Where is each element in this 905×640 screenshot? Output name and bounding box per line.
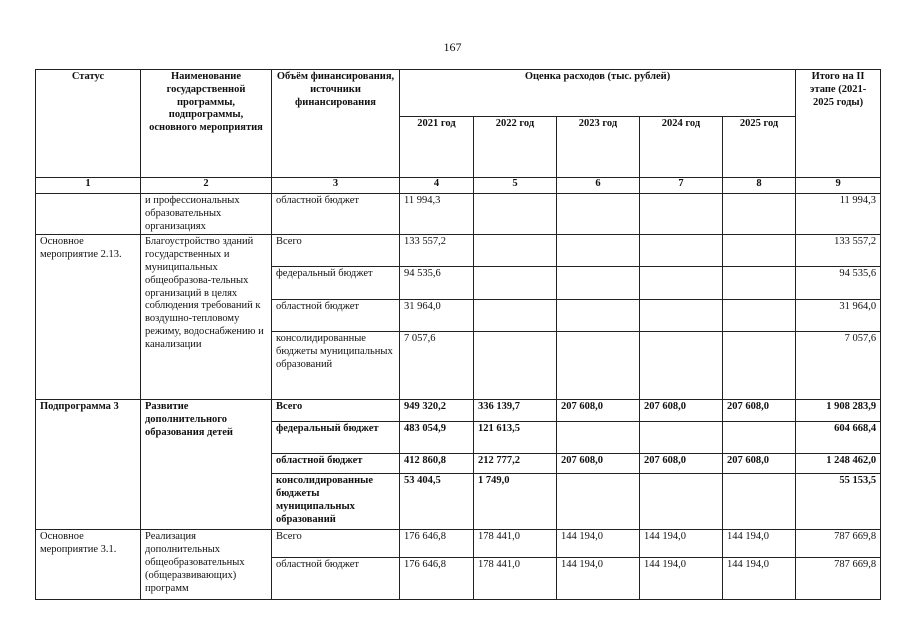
value-cell: 94 535,6 [400, 267, 474, 300]
header-year: 2025 год [723, 117, 796, 178]
value-cell: 207 608,0 [723, 400, 796, 422]
value-cell: 1 749,0 [474, 474, 557, 530]
value-cell: 144 194,0 [723, 530, 796, 558]
value-cell: 207 608,0 [557, 400, 640, 422]
value-cell [557, 422, 640, 454]
value-cell [723, 422, 796, 454]
header-status: Статус [36, 70, 141, 178]
source-cell: федеральный бюджет [272, 422, 400, 454]
header-year: 2024 год [640, 117, 723, 178]
name-cell: Благоустройство зданий государственных и муниципальных общеобразова-тельных организаций в целях соблюдения требований к воздушно-тепловому режиму, водоснабжению и канализации [141, 235, 272, 400]
total-cell: 787 669,8 [796, 530, 881, 558]
value-cell: 133 557,2 [400, 235, 474, 267]
source-cell: консолидированные бюджеты муниципальных образований [272, 474, 400, 530]
value-cell [474, 267, 557, 300]
source-cell: консолидированные бюджеты муниципальных образований [272, 332, 400, 400]
value-cell [723, 194, 796, 235]
value-cell [557, 194, 640, 235]
column-number: 2 [141, 178, 272, 194]
total-cell: 133 557,2 [796, 235, 881, 267]
source-cell: федеральный бюджет [272, 267, 400, 300]
value-cell [640, 422, 723, 454]
value-cell: 144 194,0 [640, 530, 723, 558]
value-cell: 176 646,8 [400, 558, 474, 600]
status-cell: Подпрограмма 3 [36, 400, 141, 530]
total-cell: 604 668,4 [796, 422, 881, 454]
header-year: 2021 год [400, 117, 474, 178]
source-cell: областной бюджет [272, 454, 400, 474]
value-cell [723, 332, 796, 400]
status-cell: Основное мероприятие 3.1. [36, 530, 141, 600]
value-cell: 207 608,0 [723, 454, 796, 474]
value-cell: 212 777,2 [474, 454, 557, 474]
name-cell: и профессиональных образовательных организациях [141, 194, 272, 235]
value-cell [723, 474, 796, 530]
column-numbers-row [36, 178, 881, 194]
value-cell: 53 404,5 [400, 474, 474, 530]
source-cell: Всего [272, 400, 400, 422]
column-number: 8 [723, 178, 796, 194]
source-cell: областной бюджет [272, 300, 400, 332]
value-cell: 144 194,0 [557, 558, 640, 600]
header-estimate: Оценка расходов (тыс. рублей) [400, 70, 796, 117]
value-cell: 336 139,7 [474, 400, 557, 422]
column-number: 4 [400, 178, 474, 194]
header-total: Итого на II этапе (2021-2025 годы) [796, 70, 881, 178]
value-cell: 144 194,0 [557, 530, 640, 558]
value-cell [474, 235, 557, 267]
value-cell: 207 608,0 [640, 400, 723, 422]
source-cell: областной бюджет [272, 558, 400, 600]
value-cell [640, 332, 723, 400]
value-cell: 178 441,0 [474, 530, 557, 558]
value-cell [557, 235, 640, 267]
value-cell: 412 860,8 [400, 454, 474, 474]
header-year: 2022 год [474, 117, 557, 178]
value-cell [474, 194, 557, 235]
value-cell: 207 608,0 [557, 454, 640, 474]
value-cell [723, 235, 796, 267]
name-cell: Развитие дополнительного образования детей [141, 400, 272, 530]
column-number: 5 [474, 178, 557, 194]
value-cell [557, 267, 640, 300]
total-cell: 787 669,8 [796, 558, 881, 600]
source-cell: Всего [272, 235, 400, 267]
column-number: 9 [796, 178, 881, 194]
value-cell [557, 332, 640, 400]
table-row [36, 530, 881, 558]
status-cell [36, 194, 141, 235]
value-cell: 144 194,0 [723, 558, 796, 600]
value-cell [474, 300, 557, 332]
value-cell: 7 057,6 [400, 332, 474, 400]
value-cell [640, 474, 723, 530]
value-cell [640, 194, 723, 235]
value-cell [474, 332, 557, 400]
value-cell [557, 300, 640, 332]
total-cell: 55 153,5 [796, 474, 881, 530]
value-cell [723, 300, 796, 332]
page-number: 167 [443, 40, 462, 54]
value-cell: 121 613,5 [474, 422, 557, 454]
total-cell: 7 057,6 [796, 332, 881, 400]
value-cell: 483 054,9 [400, 422, 474, 454]
value-cell: 207 608,0 [640, 454, 723, 474]
source-cell: Всего [272, 530, 400, 558]
table-row [36, 235, 881, 267]
value-cell: 31 964,0 [400, 300, 474, 332]
budget-table [35, 69, 881, 600]
value-cell [640, 300, 723, 332]
column-number: 3 [272, 178, 400, 194]
value-cell: 11 994,3 [400, 194, 474, 235]
source-cell: областной бюджет [272, 194, 400, 235]
value-cell [640, 235, 723, 267]
total-cell: 94 535,6 [796, 267, 881, 300]
total-cell: 1 248 462,0 [796, 454, 881, 474]
column-number: 1 [36, 178, 141, 194]
value-cell [640, 267, 723, 300]
column-number: 6 [557, 178, 640, 194]
table-row [36, 194, 881, 235]
header-funding: Объём финансирования, источники финансирования [272, 70, 400, 178]
value-cell [723, 267, 796, 300]
header-name: Наименование государственной программы, подпрограммы, основного мероприятия [141, 70, 272, 178]
name-cell: Реализация дополнительных общеобразовательных (общеразвивающих) программ [141, 530, 272, 600]
value-cell: 178 441,0 [474, 558, 557, 600]
value-cell: 144 194,0 [640, 558, 723, 600]
total-cell: 1 908 283,9 [796, 400, 881, 422]
value-cell: 176 646,8 [400, 530, 474, 558]
value-cell [557, 474, 640, 530]
total-cell: 31 964,0 [796, 300, 881, 332]
header-year: 2023 год [557, 117, 640, 178]
status-cell: Основное мероприятие 2.13. [36, 235, 141, 400]
total-cell: 11 994,3 [796, 194, 881, 235]
value-cell: 949 320,2 [400, 400, 474, 422]
table-row [36, 400, 881, 422]
column-number: 7 [640, 178, 723, 194]
